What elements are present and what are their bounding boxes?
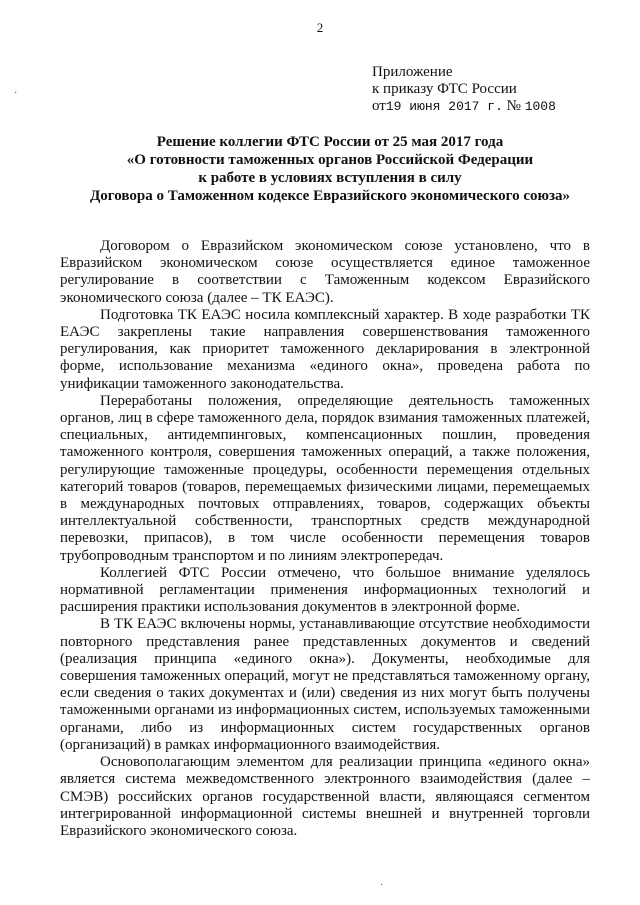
paragraph-2: Подготовка ТК ЕАЭС носила комплексный характер. В ходе разработки ТК ЕАЭС закреплены такие направления совершенствования таможенного регулирования, как приоритет таможенного декларирования в электронной форме, использование механизма «единого окна», проведена работа по унификации таможенного законодательства.: [60, 306, 590, 392]
date-prefix: от: [372, 98, 386, 114]
paragraph-4: Коллегией ФТС России отмечено, что большое внимание уделялось нормативной регламентации применения информационных технологий и расширения практики использования документов в электронной форме.: [60, 564, 590, 616]
title-line-1: Решение коллегии ФТС России от 25 мая 2017 года: [156, 134, 504, 150]
document-body: [60, 238, 590, 840]
appendix-heading: Приложение: [372, 64, 453, 80]
title-line-2: «О готовности таможенных органов Российской Федерации: [126, 152, 534, 168]
document-title: [40, 133, 620, 205]
scan-speck: ·: [380, 880, 384, 891]
order-date: 19 июня 2017 г.: [385, 99, 503, 114]
scan-speck: ·: [14, 88, 18, 99]
title-line-4: Договора о Таможенном кодексе Евразийского экономического союза»: [89, 188, 570, 204]
appendix-date-line: [372, 98, 556, 115]
page-number: 2: [316, 20, 324, 35]
paragraph-5: В ТК ЕАЭС включены нормы, устанавливающие отсутствие необходимости повторного представления ранее представленных документов и сведений (реализация принципа «единого окна»). Документы, необходимые для совершения таможенных операций, могут не представляться таможенному органу, если сведения о таких документах и (или) сведения из них могут быть получены таможенными органами из информационных систем, используемых таможенными органами, либо из информационных систем государственных органов (организаций) в рамках информационного взаимодействия.: [60, 616, 591, 753]
appendix-order-ref: к приказу ФТС России: [372, 81, 517, 97]
number-label: №: [506, 98, 521, 114]
paragraph-3: Переработаны положения, определяющие деятельность таможенных органов, лиц в сфере таможенного дела, порядок взимания таможенных платежей, специальных, антидемпинговых, компенсационных пошлин, проведения таможенного контроля, совершения таможенных операций, а также положения, регулирующие таможенные процедуры, особенности перемещения отдельных категорий товаров (товаров, перемещаемых физическими лицами, перемещаемых в международных почтовых отправлениях, товаров, содержащих объекты интеллектуальной собственности, транспортных средств международной перевозки, припасов), в том числе особенности перемещения товаров трубопроводным транспортом и по линиям электропередач.: [60, 392, 590, 564]
paragraph-1: Договором о Евразийском экономическом союзе установлено, что в Евразийском экономическом союзе осуществляется единое таможенное регулирование в соответствии с Таможенным кодексом Евразийского экономического союза (далее – ТК ЕАЭС).: [60, 238, 590, 306]
paragraph-6: Основополагающим элементом для реализации принципа «единого окна» является система межведомственного электронного взаимодействия (далее – СМЭВ) российских органов государственной власти, являющаяся сегментом интегрированной информационной системы внешней и внутренней торговли Евразийского экономического союза.: [60, 754, 590, 839]
title-line-3: к работе в условиях вступления в силу: [198, 170, 462, 186]
order-number: 1008: [524, 99, 556, 114]
appendix-block: [372, 64, 556, 115]
